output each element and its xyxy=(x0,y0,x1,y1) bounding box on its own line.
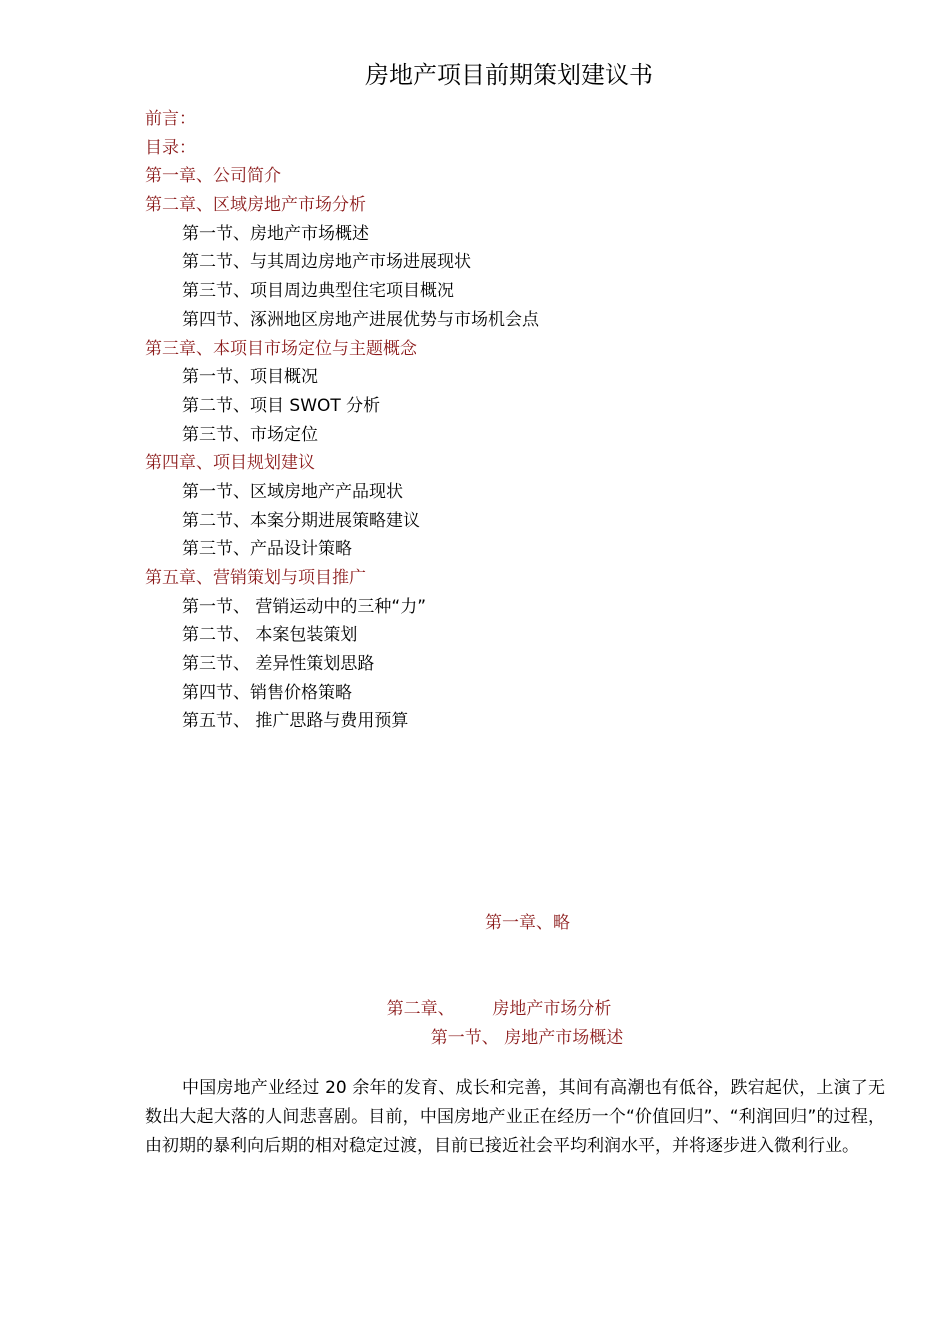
toc-chapter-4: 第四章、项目规划建议 xyxy=(145,453,315,474)
toc-section-5-5: 第五节、 推广思路与费用预算 xyxy=(182,711,409,732)
chapter-2-heading: 第二章、 房地产市场分析 xyxy=(386,999,612,1019)
document-title: 房地产项目前期策划建议书 xyxy=(365,61,653,89)
toc-chapter-1: 第一章、公司简介 xyxy=(145,166,281,187)
table-of-contents xyxy=(145,105,539,736)
toc-chapter-contents: 目录： xyxy=(145,137,196,158)
toc-section-2-1: 第一节、房地产市场概述 xyxy=(182,223,369,244)
toc-section-3-1: 第一节、项目概况 xyxy=(182,367,318,388)
toc-chapter-2: 第二章、区域房地产市场分析 xyxy=(145,195,366,216)
chapter-2-section-1-paragraph: 中国房地产业经过 20 余年的发育、成长和完善，其间有高潮也有低谷，跌宕起伏，上演了无数出大起大落的人间悲喜剧。目前，中国房地产业正在经历一个“价值回归”、“利润回归”的过程，由初期的暴利向后期的相对稳定过渡，目前已接近社会平均利润水平，并将逐步进入微利行业。 xyxy=(145,1078,885,1156)
toc-section-2-2: 第二节、与其周边房地产市场进展现状 xyxy=(182,252,471,273)
toc-section-2-3: 第三节、项目周边典型住宅项目概况 xyxy=(182,281,454,302)
toc-chapter-preface: 前言： xyxy=(145,109,196,129)
toc-section-4-3: 第三节、产品设计策略 xyxy=(182,539,352,560)
toc-chapter-5: 第五章、营销策划与项目推广 xyxy=(145,568,366,588)
toc-section-3-2: 第二节、项目 SWOT 分析 xyxy=(182,395,381,416)
toc-section-5-3: 第三节、 差异性策划思路 xyxy=(182,654,375,675)
toc-section-5-2: 第二节、 本案包装策划 xyxy=(182,625,358,646)
toc-section-5-1: 第一节、 营销运动中的三种“力” xyxy=(182,596,427,617)
toc-section-4-2: 第二节、本案分期进展策略建议 xyxy=(182,510,420,531)
toc-section-2-4: 第四节、涿洲地区房地产进展优势与市场机会点 xyxy=(182,309,539,330)
chapter-2-section-1-heading: 第一节、 房地产市场概述 xyxy=(430,1028,624,1048)
toc-section-3-3: 第三节、市场定位 xyxy=(182,424,318,445)
toc-section-5-4: 第四节、销售价格策略 xyxy=(182,682,352,703)
chapter-1-heading: 第一章、略 xyxy=(485,913,570,933)
toc-chapter-3: 第三章、本项目市场定位与主题概念 xyxy=(145,338,417,359)
toc-section-4-1: 第一节、区域房地产产品现状 xyxy=(182,481,403,502)
